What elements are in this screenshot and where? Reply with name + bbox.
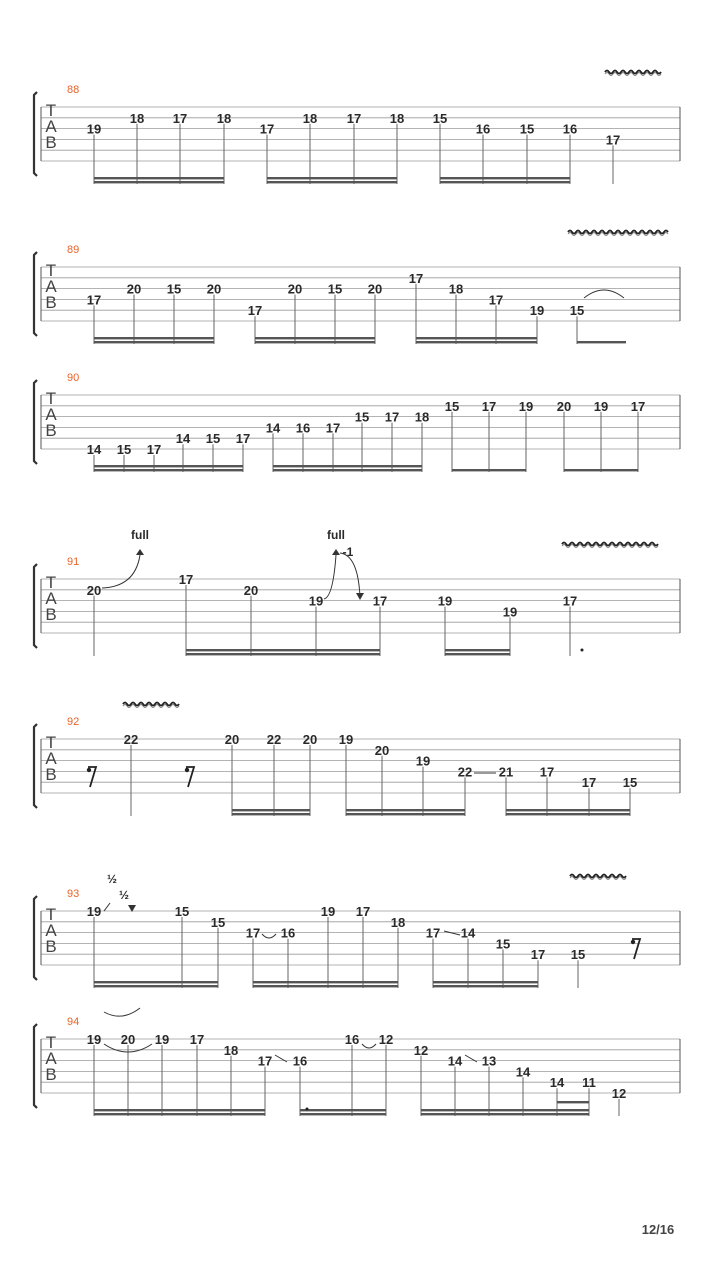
fret-number: 17 (581, 775, 597, 791)
fret-number: 14 (460, 925, 476, 941)
fret-number: 15 (432, 110, 448, 126)
fret-number: 18 (414, 409, 430, 425)
fret-number: 12 (413, 1042, 429, 1058)
tab-clef-letter: T (45, 573, 57, 592)
fret-number: 19 (86, 904, 102, 919)
tab-clef-letter: B (45, 421, 57, 440)
fret-number: 20 (556, 398, 572, 414)
tab-clef-letter: A (45, 921, 57, 940)
fret-number: 17 (245, 925, 261, 941)
fret-number: 15 (205, 431, 221, 447)
tab-clef-letter: A (45, 749, 57, 768)
fret-number: 20 (374, 742, 390, 758)
fret-number: 17 (372, 593, 388, 609)
fret-number: 22 (123, 732, 139, 747)
tab-clef-letter: A (45, 589, 57, 608)
tab-clef-letter: B (45, 765, 57, 784)
fret-number: 19 (593, 398, 609, 414)
fret-number: 15 (116, 442, 132, 457)
fret-number: 15 (327, 281, 343, 297)
fret-number: 17 (539, 764, 555, 780)
tab-clef-letter: A (45, 117, 57, 136)
fret-number: 16 (292, 1053, 308, 1069)
tab-clef-letter: T (45, 101, 57, 120)
tab-clef-letter: T (45, 733, 57, 752)
measure-number: 90 (67, 372, 80, 384)
tab-clef-letter: T (45, 1033, 57, 1052)
fret-number: 22 (266, 732, 282, 747)
tab-clef-letter: B (45, 1065, 57, 1084)
fret-number: 15 (570, 947, 586, 963)
fret-number: 15 (495, 936, 511, 952)
fret-number: 14 (265, 420, 281, 436)
fret-number: 15 (519, 121, 535, 137)
fret-number: 17 (355, 904, 371, 919)
fret-number: 20 (206, 281, 222, 297)
measure-number: 94 (67, 1016, 80, 1028)
fret-number: 16 (562, 121, 578, 137)
fret-number: 14 (549, 1075, 565, 1091)
fret-number: 18 (448, 281, 464, 297)
fret-number: 14 (447, 1053, 463, 1069)
fret-number: 15 (444, 398, 460, 414)
fret-number: 13 (481, 1053, 497, 1069)
fret-number: 14 (515, 1064, 531, 1080)
fret-number: 16 (295, 420, 311, 436)
fret-number: 19 (437, 593, 453, 609)
fret-number: 17 (630, 398, 646, 414)
fret-number: 17 (178, 572, 194, 587)
measure-number: 92 (67, 716, 80, 728)
tab-clef-letter: A (45, 1049, 57, 1068)
fret-number: 19 (86, 1032, 102, 1047)
tab-clef-letter: B (45, 133, 57, 152)
fret-number: 17 (146, 442, 162, 457)
fret-number: 20 (287, 281, 303, 297)
fret-number: 20 (243, 582, 259, 598)
fret-number: 19 (518, 398, 534, 414)
fret-number: 12 (378, 1032, 394, 1047)
fret-number: 17 (562, 593, 578, 609)
fret-number: 14 (86, 442, 102, 457)
fret-number: 17 (235, 431, 251, 447)
measure-number: 89 (67, 244, 80, 256)
fret-number: 17 (325, 420, 341, 436)
fret-number: 15 (622, 775, 638, 791)
tab-clef-letter: B (45, 293, 57, 312)
fret-number: 15 (354, 409, 370, 425)
fret-number: 20 (367, 281, 383, 297)
fret-number: 18 (129, 110, 145, 126)
fret-number: 15 (174, 904, 190, 919)
fret-number: 18 (390, 914, 406, 930)
fret-number: 17 (408, 270, 424, 286)
fret-number: 20 (302, 732, 318, 747)
fret-number: 17 (86, 292, 102, 308)
fret-number: 18 (223, 1042, 239, 1058)
fret-number: 17 (605, 132, 621, 148)
fret-number: 19 (338, 732, 354, 747)
fret-number: 17 (530, 947, 546, 963)
measure-number: 91 (67, 556, 80, 568)
fret-number: 14 (175, 431, 191, 447)
bend-label: ½ (118, 888, 130, 902)
page-number: 12/16 (641, 1222, 675, 1237)
fret-number: 11 (582, 1075, 596, 1091)
fret-number: 16 (475, 121, 491, 137)
tab-clef-letter: A (45, 277, 57, 296)
fret-number: 21 (498, 764, 514, 780)
fret-number: 19 (502, 604, 518, 620)
fret-number: 17 (488, 292, 504, 308)
fret-number: 20 (120, 1032, 136, 1047)
tab-clef-letter: B (45, 937, 57, 956)
fret-number: 18 (302, 110, 318, 126)
tab-clef-letter: A (45, 405, 57, 424)
tab-clef-letter: T (45, 389, 57, 408)
tab-clef-letter: T (45, 905, 57, 924)
measure-number: 93 (67, 888, 80, 900)
fret-number: 19 (529, 303, 545, 319)
fret-number: 12 (611, 1086, 627, 1101)
fret-number: 17 (189, 1032, 205, 1047)
fret-number: 20 (224, 732, 240, 747)
bend-label: ½ (106, 872, 118, 886)
fret-number: 19 (308, 593, 324, 609)
bend-label: full (327, 528, 345, 542)
fret-number: 16 (344, 1032, 360, 1047)
release-label: -1 (342, 545, 354, 559)
bend-label: full (131, 528, 149, 542)
fret-number: 17 (481, 398, 497, 414)
fret-number: 20 (126, 281, 142, 297)
fret-number: 18 (389, 110, 405, 126)
fret-number: 17 (259, 121, 275, 137)
fret-number: 19 (154, 1032, 170, 1047)
fret-number: 15 (166, 281, 182, 297)
fret-number: 18 (216, 110, 232, 126)
fret-number: 17 (257, 1053, 273, 1069)
fret-number: 22 (457, 764, 473, 780)
fret-number: 19 (320, 904, 336, 919)
tab-clef-letter: B (45, 605, 57, 624)
fret-number: 19 (86, 121, 102, 137)
fret-number: 15 (210, 914, 226, 930)
fret-number: 16 (280, 925, 296, 941)
fret-number: 17 (172, 110, 188, 126)
fret-number: 17 (247, 303, 263, 319)
measure-number: 88 (67, 84, 80, 96)
fret-number: 20 (86, 582, 102, 598)
fret-number: 17 (346, 110, 362, 126)
fret-number: 15 (569, 303, 585, 319)
fret-number: 17 (425, 925, 441, 941)
fret-number: 19 (415, 753, 431, 769)
tab-clef-letter: T (45, 261, 57, 280)
fret-number: 17 (384, 409, 400, 425)
